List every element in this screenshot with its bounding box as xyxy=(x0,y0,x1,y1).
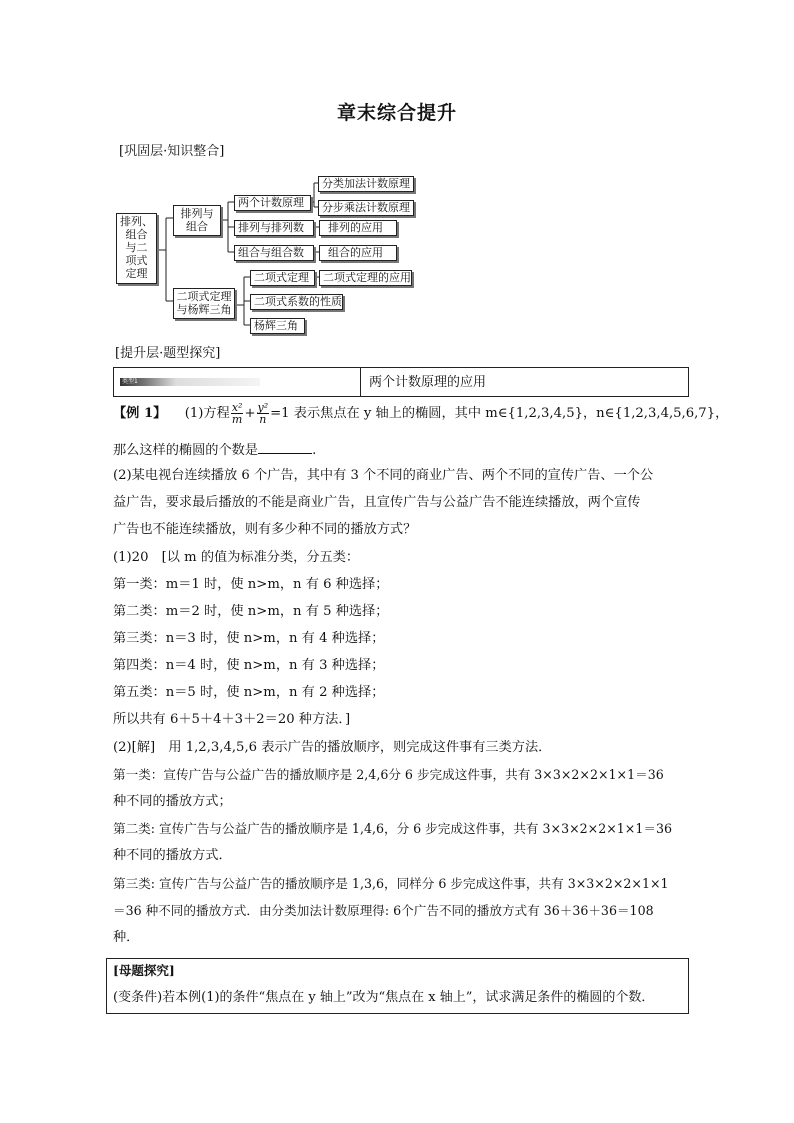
mindmap-binomial-coefficient-properties: 二项式系数的性质 xyxy=(250,294,343,310)
solution1-line: (1)20 [以 m 的值为标准分类，分五类： xyxy=(113,550,360,565)
example-line-1: 【例 1】 (1)方程 $\frac{\text{x²}}{m}$ + $\frac{\text{y²}}{n}$ =1 表示焦点在 y 轴上的椭圆，其中 m∈{1,2,3,4,5}，n∈{1,2,3,4,5,6,7}， xyxy=(113,401,729,426)
mindmap-branch-binomial: 二项式定理 与杨辉三角 xyxy=(173,288,235,319)
section-heading-consolidate: [巩固层·知识整合] xyxy=(119,144,225,159)
topic-banner xyxy=(120,378,260,386)
mindmap-binomial-application: 二项式定理的应用 xyxy=(319,270,412,286)
mindmap-addition-principle: 分类加法计数原理 xyxy=(318,176,414,192)
topic-banner-label: 类型1 xyxy=(122,378,138,385)
variant-problem-label: [母题探究] xyxy=(113,963,175,978)
solution2-line: 第一类：宣传广告与公益广告的播放顺序是 2,4,6分 6 步完成这件事，共有 3×3×2×2×1×1＝36 xyxy=(113,767,664,782)
mindmap-branch-permutation-combination: 排列与 组合 xyxy=(173,205,221,236)
solution2-line: 种不同的播放方式． xyxy=(113,848,232,863)
mindmap-combination-number: 组合与组合数 xyxy=(234,245,314,261)
variant-problem-box xyxy=(106,958,689,1014)
solution1-line: 第一类：m＝1 时，使 n>m，n 有 6 种选择； xyxy=(113,577,389,592)
solution1-line: 第五类：n＝5 时，使 n>m，n 有 2 种选择； xyxy=(113,685,385,700)
example-part2-line: 益广告，要求最后播放的不能是商业广告，且宣传广告与公益广告不能连续播放，两个宣传 xyxy=(113,495,641,510)
fraction-y-over-n: $\frac{\text{y²}}{n}$ xyxy=(257,401,269,426)
mindmap-binomial-theorem: 二项式定理 xyxy=(250,270,315,286)
solution1-line: 所以共有 6＋5＋4＋3＋2＝20 种方法．] xyxy=(113,712,351,727)
solution2-line: 种． xyxy=(113,930,140,945)
solution2-line: 第二类: 宣传广告与公益广告的播放顺序是 1,4,6，分 6 步完成这件事，共有 3×3×2×2×1×1＝36 xyxy=(113,821,672,836)
mindmap-permutation-number: 排列与排列数 xyxy=(234,220,314,236)
example-label: 【例 1】 xyxy=(113,406,167,421)
section-heading-explore: [提升层·题型探究] xyxy=(115,346,221,361)
variant-problem-text: (变条件)若本例(1)的条件“焦点在 y 轴上”改为“焦点在 x 轴上”，试求满足条件的椭圆的个数． xyxy=(113,990,655,1005)
example-part2-line: 广告也不能连续播放，则有多少种不同的播放方式？ xyxy=(113,522,417,537)
mindmap-root: 排列、 组合 与二 项式 定理 xyxy=(116,213,157,284)
example-line-2: 那么这样的椭圆的个数是 . xyxy=(113,443,317,458)
page-title: 章末综合提升 xyxy=(336,102,457,124)
solution2-line: 第三类: 宣传广告与公益广告的播放顺序是 1,3,6，同样分 6 步完成这件事，共有 3×3×2×2×1×1 xyxy=(113,876,669,891)
solution2-line: 种不同的播放方式； xyxy=(113,794,232,809)
example-part2-line: (2)某电视台连续播放 6 个广告，其中有 3 个不同的商业广告、两个不同的宣传广告、一个公 xyxy=(113,468,654,483)
solution1-line: 第二类：m＝2 时，使 n>m，n 有 5 种选择； xyxy=(113,604,389,619)
answer-blank xyxy=(258,441,312,454)
solution2-line: ＝36 种不同的播放方式．由分类加法计数原理得: 6个广告不同的播放方式有 36＋36＋36＝108 xyxy=(113,903,654,918)
topic-name: 两个计数原理的应用 xyxy=(369,375,487,390)
topic-banner-cell xyxy=(114,368,361,396)
mindmap-permutation-application: 排列的应用 xyxy=(319,220,397,236)
mindmap-pascal-triangle: 杨辉三角 xyxy=(250,318,305,334)
mindmap-multiplication-principle: 分步乘法计数原理 xyxy=(318,200,414,216)
fraction-x-over-m: $\frac{\text{x²}}{m}$ xyxy=(231,401,243,426)
solution1-line: 第四类：n＝4 时，使 n>m，n 有 3 种选择； xyxy=(113,658,385,673)
mindmap-combination-application: 组合的应用 xyxy=(319,245,397,261)
mindmap-two-principles: 两个计数原理 xyxy=(234,195,311,211)
solution1-line: 第三类：n＝3 时，使 n>m，n 有 4 种选择； xyxy=(113,631,385,646)
solution2-line: (2)[解] 用 1,2,3,4,5,6 表示广告的播放顺序，则完成这件事有三类方法． xyxy=(113,740,552,755)
topic-header-table xyxy=(113,367,689,397)
